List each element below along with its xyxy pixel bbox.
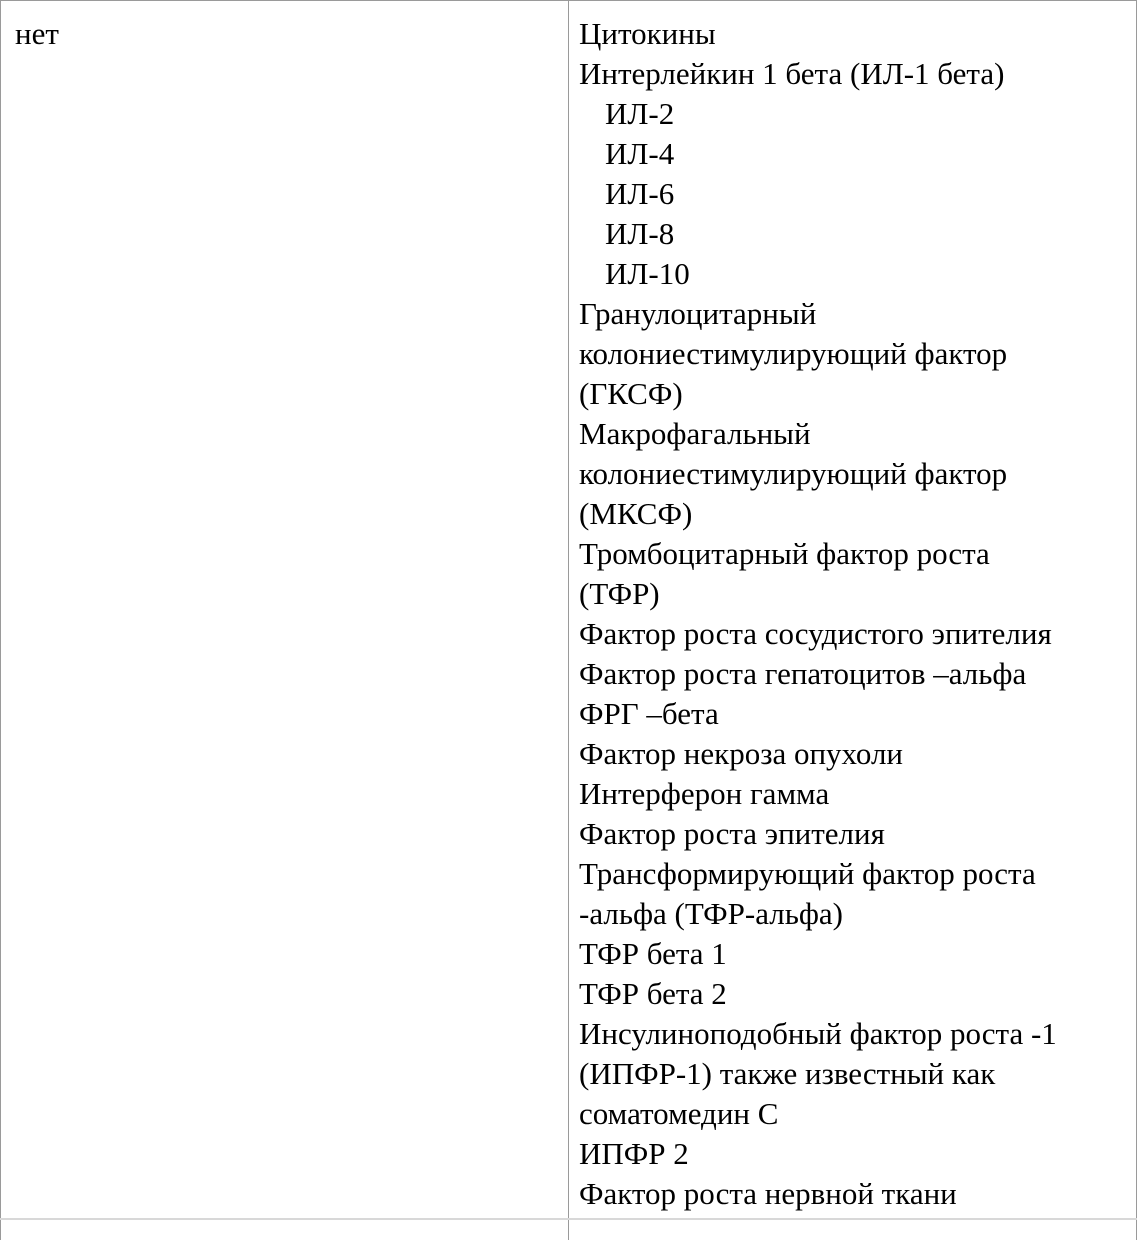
right-cell-line: Интерферон гамма: [579, 776, 830, 811]
right-cell-line: Фактор роста гепатоцитов –альфа: [579, 656, 1027, 691]
right-cell-line: Трансформирующий фактор роста: [579, 856, 1036, 891]
right-cell-line: ИЛ-10: [605, 256, 690, 291]
right-cell-line: Цитокины: [579, 16, 716, 51]
right-cell-line: колониестимулирующий фактор: [579, 336, 1008, 371]
right-cell-line: ИЛ-2: [605, 96, 675, 131]
right-cell-line: -альфа (ТФР-альфа): [579, 896, 843, 931]
right-cell-line: (ГКСФ): [579, 376, 683, 411]
right-cell-line: ИЛ-8: [605, 216, 675, 251]
right-cell-line: колониестимулирующий фактор: [579, 456, 1008, 491]
right-cell-line: Гранулоцитарный: [579, 296, 817, 331]
right-cell-line: Фактор некроза опухоли: [579, 736, 904, 771]
right-cell-line: Фактор роста эпителия: [579, 816, 885, 851]
table-cell-left: [1, 1, 569, 1240]
right-cell-line: ИПФР 2: [579, 1136, 689, 1171]
right-cell-line: Инсулиноподобный фактор роста -1: [579, 1016, 1057, 1051]
right-cell-line: (МКСФ): [579, 496, 693, 531]
right-cell-line: ФРГ –бета: [579, 696, 719, 731]
right-cell-line: ТФР бета 2: [579, 976, 727, 1011]
right-cell-line: Фактор роста нервной ткани: [579, 1176, 957, 1211]
right-cell-line: ТФР бета 1: [579, 936, 727, 971]
left-cell-text: нет: [15, 16, 59, 51]
right-cell-line: Макрофагальный: [579, 416, 811, 451]
right-cell-line: Тромбоцитарный фактор роста: [579, 536, 990, 571]
right-cell-line: Фактор роста сосудистого эпителия: [579, 616, 1052, 651]
right-cell-line: (ТФР): [579, 576, 660, 611]
right-cell-line: (ИПФР-1) также известный как: [579, 1056, 996, 1091]
right-cell-line: Интерлейкин 1 бета (ИЛ-1 бета): [579, 56, 1005, 91]
right-cell-line: ИЛ-6: [605, 176, 675, 211]
right-cell-line: соматомедин С: [579, 1096, 779, 1131]
table-cell-right: [569, 1, 1136, 1240]
right-cell-line: ИЛ-4: [605, 136, 675, 171]
